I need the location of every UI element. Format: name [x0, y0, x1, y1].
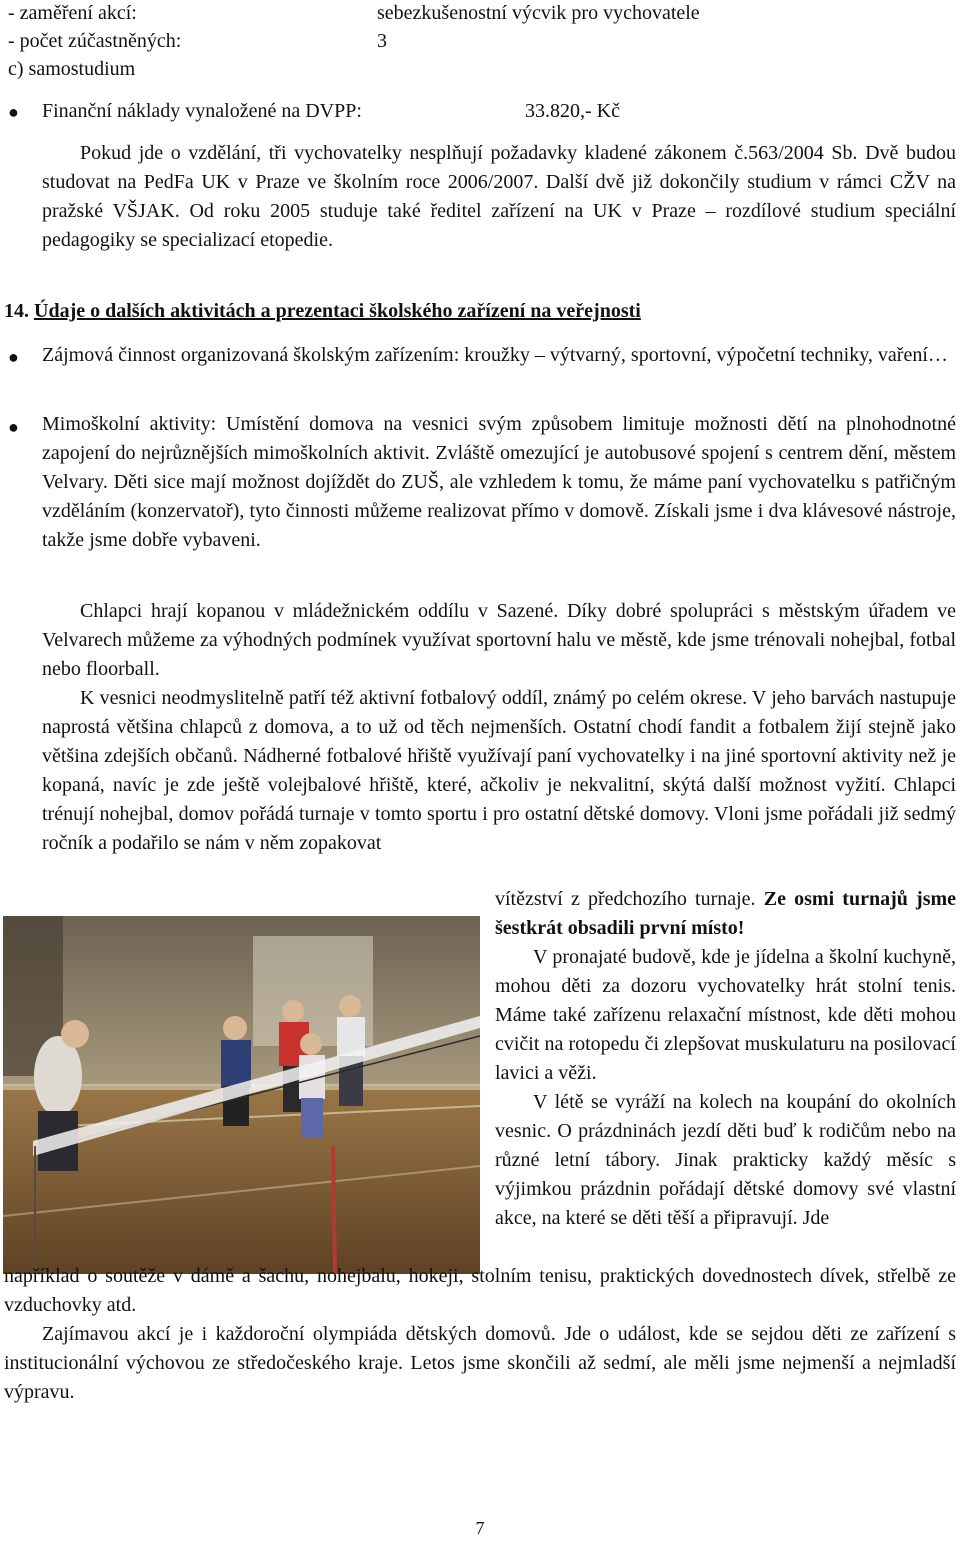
education-text: Pokud jde o vzdělání, tři vychovatelky nesplňují požadavky kladené zákonem č.563/2004 Sb. Dvě budou studovat na PedFa UK v Praze ve školním roce 2006/2007. Další dvě již dokončily studium v rámci CŽV na pražské VŠJAK. Od roku 2005 studuje také ředitel zařízení na UK v Praze – rozdílové studium speciální pedagogiky se specializací etopedie. — [42, 142, 956, 251]
costs-label: Finanční náklady vynaložené na DVPP: — [42, 100, 362, 122]
page-number: 7 — [475, 1518, 485, 1538]
list-item-focus — [8, 0, 137, 28]
table-tennis-paragraph: V pronajaté budově, kde je jídelna a školní kuchyně, mohou děti za dozoru vychovatelky hrát stolní tenis. Máme také zařízenu relaxační místnost, kde děti mohou cvičit na rotopedu či zlepšovat muskulaturu na posilovací lavici a věži. — [495, 946, 956, 1084]
focus-value: sebezkušenostní výcvik pro vychovatele — [377, 2, 700, 24]
activities-text: Zájmová činnost organizovaná školským zařízením: kroužky – výtvarný, sportovní, výpočetní techniky, vaření… — [42, 344, 948, 366]
football-text: Chlapci hrají kopanou v mládežnickém oddílu v Sazené. Díky dobré spolupráci s městským úřadem ve Velvarech můžeme za výhodných podmínek využívat sportovní halu ve městě, kde jsme trénovali nohejbal, fotbal nebo floorball. — [42, 600, 956, 680]
summer-paragraph: V létě se vyráží na kolech na koupání do okolních vesnic. O prázdninách jezdí děti buď k rodičům nebo na různé letní tábory. Jinak prakticky každý měsíc s výjimkou prázdnin pořádají dětské domovy své vlastní akce, na které se děti těší a připravují. Jde — [495, 1091, 956, 1229]
costs-value: 33.820,- Kč — [525, 100, 620, 122]
bullet-icon: ● — [8, 417, 19, 437]
sports-hall-photo — [3, 916, 480, 1274]
bullet-icon: ● — [8, 102, 19, 122]
continuation-paragraph: například o soutěže v dámě a šachu, nohejbalu, hokeji, stolním tenisu, praktických dovednostech dívek, střelbě ze vzduchovky atd. — [4, 1265, 956, 1316]
village-paragraph — [42, 684, 956, 858]
olympiad-paragraph: Zajímavou akcí je i každoroční olympiáda dětských domovů. Jde o událost, kde se sejdou děti ze zařízení s institucionální výchovou ze středočeského kraje. Letos jsme skončili až sedmí, ale měli jsme nejmenší a nejmladší výpravu. — [4, 1323, 956, 1403]
list-item-participants — [8, 27, 181, 56]
village-text: K vesnici neodmyslitelně patří též aktivní fotbalový oddíl, známý po celém okrese. V jeho barvách nastupuje naprostá většina chlapců z domova, a to už od těch nejmenších. Ostatní chodí fandit a fotbalem žijí stejně jako většina zdejších občanů. Nádherné fotbalové hřiště využívají paní vychovatelky i na jiné sportovní aktivity než je kopaná, navíc je zde ještě volejbalové hřiště, které, ačkoliv je nekvalitní, skýtá další možnost vyžití. Chlapci trénují nohejbal, domov pořádá turnaje v tomto sportu i pro ostatní dětské domovy. Vloni jsme pořádali již sedmý ročník a podařilo se nám v něm zopakovat — [42, 687, 956, 854]
participants-value: 3 — [377, 30, 387, 52]
focus-label: - zaměření akcí: — [8, 2, 137, 24]
extracurricular-text: Mimoškolní aktivity: Umístění domova na vesnici svým způsobem limituje možnosti dětí na plnohodnotné zapojení do nejrůznějších mimoškolních aktivit. Zvláště omezující je autobusové spojení s centrem dění, městem Velvary. Děti sice mají možnost dojíždět do ZUŠ, ale vzhledem k tomu, že máme paní vychovatelku s patřičným vzděláním (konzervatoř), tyto činnosti můžeme realizovat přímo v domově. Získali jsme i dva klávesové nástroje, takže jsme dobře vybaveni. — [42, 413, 956, 551]
football-paragraph — [42, 597, 956, 684]
victory-text: vítězství z předchozího turnaje. — [495, 888, 756, 910]
section-heading — [4, 297, 641, 326]
victory-paragraph — [495, 885, 956, 943]
bottom-text — [4, 1262, 956, 1407]
victory-highlight: Ze osmi turnajů jsme šestkrát obsadili první místo! — [495, 888, 957, 939]
section-title: Údaje o dalších aktivitách a prezentaci školského zařízení na veřejnosti — [34, 300, 641, 322]
bullet-icon: ● — [8, 347, 19, 367]
section-number: 14. — [4, 300, 29, 322]
badminton-players-image — [3, 916, 480, 1274]
education-paragraph — [42, 139, 956, 255]
photo-side-text — [495, 885, 956, 1233]
activities-item — [42, 341, 956, 370]
participants-label: - počet zúčastněných: — [8, 30, 182, 52]
extracurricular-item — [42, 410, 956, 555]
self-study-item: c) samostudium — [8, 58, 136, 80]
